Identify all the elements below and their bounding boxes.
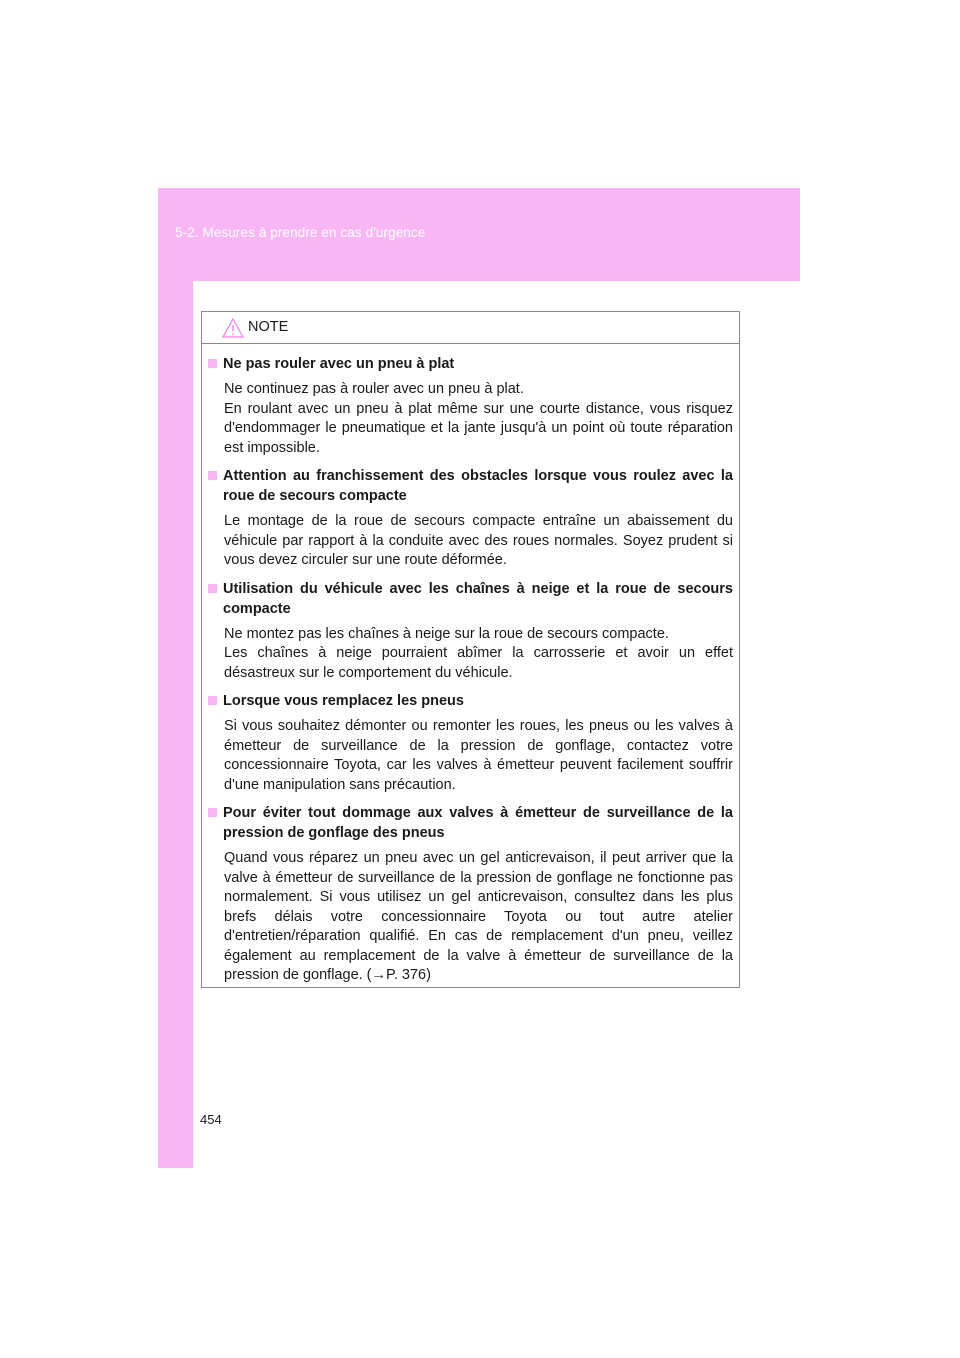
note-box — [201, 311, 740, 988]
section-title-text: Lorsque vous remplacez les pneus — [223, 693, 464, 709]
body-line: Le montage de la roue de secours compacte entraîne un abaissement du véhicule par rapport à la conduite avec des roues normales. Soyez prudent si vous devez circuler sur une route déformée. — [224, 513, 733, 568]
note-section — [208, 803, 733, 986]
square-bullet-icon — [208, 359, 217, 368]
section-title — [208, 466, 733, 506]
section-title — [208, 579, 733, 619]
section-title — [208, 691, 733, 711]
body-line: En roulant avec un pneu à plat même sur une courte distance, vous risquez d'endommager le pneumatique et la jante jusqu'à un point où toute réparation est impossible. — [224, 400, 733, 456]
note-header — [202, 312, 739, 344]
page-number: 454 — [200, 1112, 222, 1127]
section-title — [208, 354, 733, 374]
square-bullet-icon — [208, 808, 217, 817]
section-title-text: Attention au franchissement des obstacles lorsque vous roulez avec la roue de secours compacte — [223, 468, 733, 504]
note-section — [208, 691, 733, 795]
square-bullet-icon — [208, 696, 217, 705]
square-bullet-icon — [208, 471, 217, 480]
section-title — [208, 803, 733, 843]
section-body — [224, 849, 733, 986]
section-body — [224, 717, 733, 795]
square-bullet-icon — [208, 584, 217, 593]
body-line: Ne montez pas les chaînes à neige sur la roue de secours compacte. — [224, 625, 669, 642]
section-title-text: Pour éviter tout dommage aux valves à émetteur de surveillance de la pression de gonflage des pneus — [223, 805, 733, 841]
body-line: Si vous souhaitez démonter ou remonter les roues, les pneus ou les valves à émetteur de surveillance de la pression de gonflage, contactez votre concessionnaire Toyota, car les valves à émetteur peuvent facilement souffrir d'une manipulation sans précaution. — [224, 718, 733, 793]
body-line: Quand vous réparez un pneu avec un gel anticrevaison, il peut arriver que la valve à émetteur de surveillance de la pression de gonflage ne fonctionne pas normalement. Si vous utilisez un gel anticrevaison, consultez dans les plus brefs délais votre concessionnaire Toyota ou tout autre atelier d'entretien/réparation qualifié. En cas de remplacement d'un pneu, veillez également au remplacement de la valve à émetteur de surveillance de la pression de gonflage. (→P. 376) — [224, 850, 733, 983]
body-line: Les chaînes à neige pourraient abîmer la carrosserie et avoir un effet désastreux sur le comportement du véhicule. — [224, 645, 733, 681]
note-content — [202, 344, 739, 986]
section-header: 5-2. Mesures à prendre en cas d'urgence — [175, 225, 426, 240]
section-title-text: Ne pas rouler avec un pneu à plat — [223, 356, 455, 372]
note-section — [208, 466, 733, 571]
section-body — [224, 380, 733, 458]
section-title-text: Utilisation du véhicule avec les chaînes à neige et la roue de secours compacte — [223, 580, 733, 617]
note-label: NOTE — [248, 319, 289, 335]
note-section — [208, 579, 733, 684]
body-line: Ne continuez pas à rouler avec un pneu à plat. — [224, 381, 524, 397]
section-body — [224, 512, 733, 571]
side-strip — [158, 281, 193, 1168]
warning-icon — [222, 318, 244, 338]
section-body — [224, 625, 733, 684]
note-section — [208, 354, 733, 458]
